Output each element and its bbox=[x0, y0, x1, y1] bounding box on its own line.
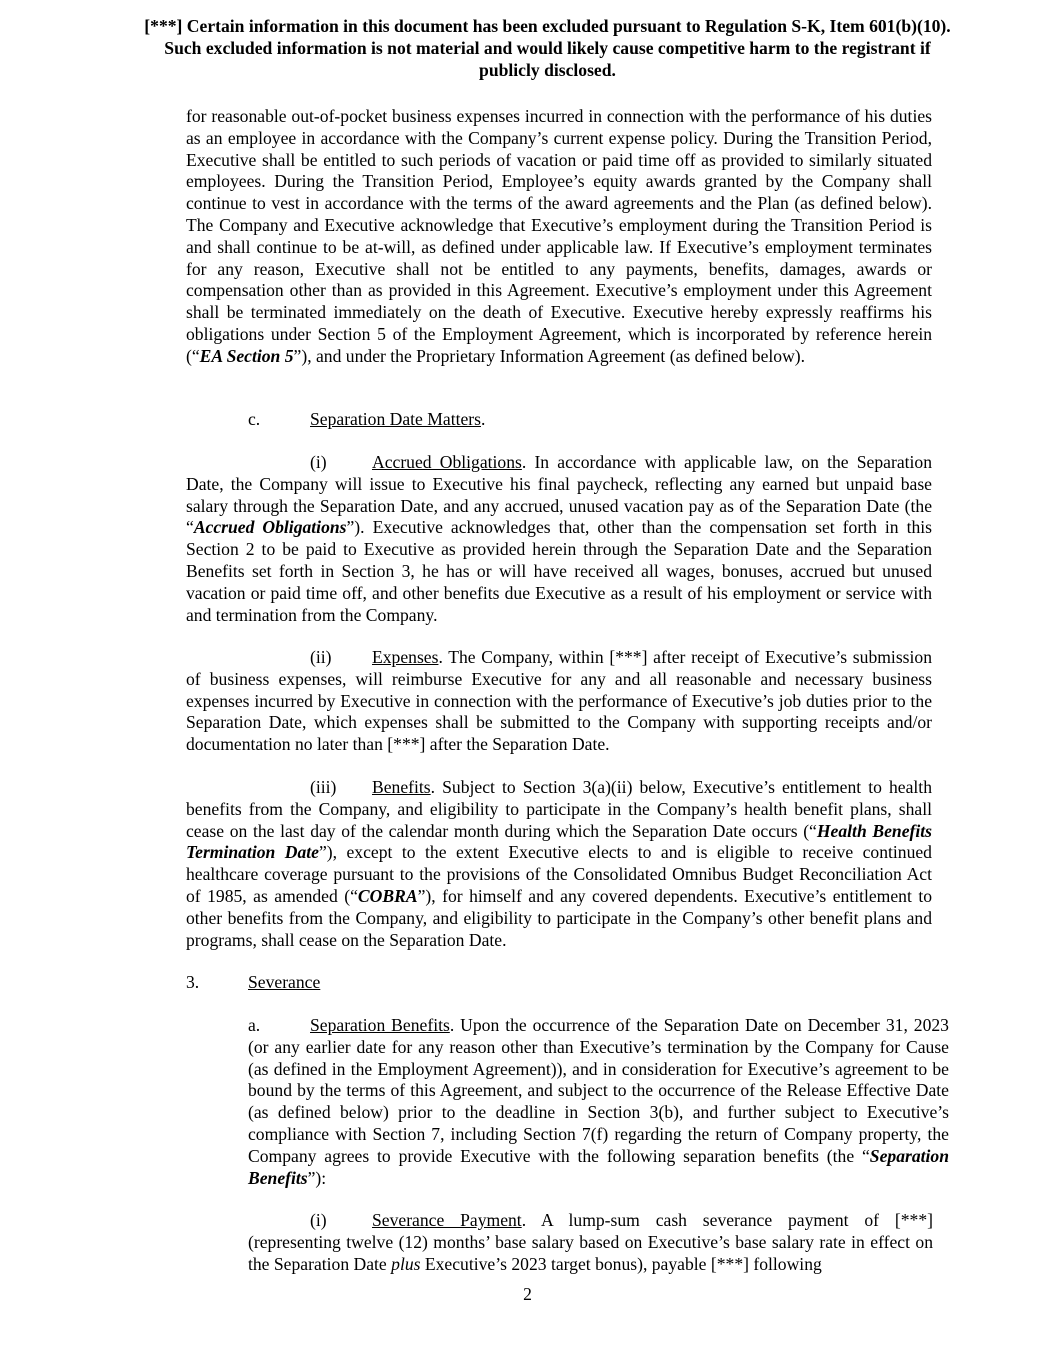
transition-period-paragraph bbox=[186, 106, 932, 368]
severance-payment-title: Severance Payment bbox=[372, 1210, 522, 1230]
severance-payment-marker: (i) bbox=[310, 1210, 327, 1230]
section-c-title: Separation Date Matters bbox=[310, 409, 481, 429]
cobra-term: COBRA bbox=[357, 885, 418, 906]
severance-payment-text-a: . A lump-sum cash severance payment of [***] (representing twelve (12) months’ base salary based on Executive’s base salary rate in effect on the Separation Date bbox=[248, 1210, 933, 1274]
separation-benefits-term: Separation Benefits bbox=[248, 1145, 949, 1188]
benefits-title: Benefits bbox=[372, 777, 431, 797]
page-number: 2 bbox=[523, 1284, 532, 1304]
accrued-marker: (i) bbox=[310, 452, 327, 472]
accrued-text-a: . In accordance with applicable law, on the Separation Date, the Company will issue to Executive his final paycheck, reflecting any earned but unpaid base salary through the Separation Date, and any accrued, unused vacation pay as of the Separation Date (the “ bbox=[186, 452, 932, 538]
benefits-text-b: ”), except to the extent Executive elects to and is eligible to receive continued healthcare coverage pursuant to the provisions of the Consolidated Omnibus Budget Reconciliation Act of 1985, as amended (“ bbox=[186, 842, 932, 906]
benefits-marker: (iii) bbox=[310, 777, 337, 797]
expenses-text: . The Company, within [***] after receipt of Executive’s submission of business expenses, will reimburse Executive for any and all reasonable and necessary business expenses incurred by Executive in connection with the performance of Executive’s job duties prior to the Separation Date, which expenses shall be submitted to the Company with supporting receipts and/or documentation no later than [***] after the Separation Date. bbox=[186, 647, 932, 755]
header-line-1: [***] Certain information in this document has been excluded pursuant to Regulation S-K, Item 601(b)(10). bbox=[144, 16, 951, 36]
section-c-end: . bbox=[481, 409, 486, 429]
section-3-marker: 3. bbox=[186, 972, 200, 992]
separation-benefits-text-a: . Upon the occurrence of the Separation Date on December 31, 2023 (or any earlier date for any reason other than Executive’s termination by the Company for Cause (as defined in the Employment Agreement)), and in consideration for Executive’s agreement to be bound by the terms of this Agreement, and subject to the occurrence of the Release Effective Date (as defined below) prior to the deadline in Section 3(b), and further subject to Executive’s compliance with Section 7, including Section 7(f) regarding the return of Company property, the Company agrees to provide Executive with the following separation benefits (the “ bbox=[248, 1015, 949, 1166]
accrued-title: Accrued Obligations bbox=[372, 452, 522, 472]
redaction-notice-header bbox=[100, 15, 995, 81]
benefits-text-a: . Subject to Section 3(a)(ii) below, Executive’s entitlement to health benefits from the Company, and eligibility to participate in the Company’s health benefit plans, shall cease on the last day of the calendar month during which the Separation Date occurs (“ bbox=[186, 777, 932, 841]
separation-benefits-paragraph bbox=[248, 1015, 949, 1189]
section-c-marker: c. bbox=[248, 409, 261, 429]
separation-benefits-title: Separation Benefits bbox=[310, 1015, 450, 1035]
transition-text-a: for reasonable out-of-pocket business expenses incurred in connection with the performance of his duties as an employee in accordance with the Company’s current expense policy. During the Transition Period, Executive shall be entitled to such periods of vacation or paid time off as provided to similarly situated employees. During the Transition Period, Employee’s equity awards granted by the Company shall continue to vest in accordance with the terms of the award agreements and the Plan (as defined below). The Company and Executive acknowledge that Executive’s employment during the Transition Period is and shall continue to be at-will, as defined under applicable law. If Executive’s employment terminates for any reason, Executive shall not be entitled to any payments, benefits, damages, awards or compensation other than as provided in this Agreement. Executive’s employment under this Agreement shall be terminated immediately on the death of Executive. Executive hereby expressly reaffirms his obligations under Section 5 of the Employment Agreement, which is incorporated by reference herein (“ bbox=[186, 106, 932, 366]
header-line-3: publicly disclosed. bbox=[479, 60, 616, 80]
expenses-marker: (ii) bbox=[310, 647, 332, 667]
header-line-2: Such excluded information is not material and would likely cause competitive harm to the registrant if bbox=[164, 38, 931, 58]
plus-term: plus bbox=[391, 1253, 421, 1274]
section-c-heading bbox=[248, 409, 848, 431]
section-3-title: Severance bbox=[248, 972, 321, 992]
benefits-paragraph bbox=[186, 777, 932, 951]
accrued-text-b: ”). Executive acknowledges that, other than the compensation set forth in this Section 2 to be paid to Executive as provided herein through the Separation Date and the Separation Benefits set forth in Section 3, he has or will have received all wages, bonuses, accrued but unused vacation or paid time off, and other benefits due Executive as a result of his employment or service with and termination from the Company. bbox=[186, 517, 932, 625]
section-3-heading bbox=[186, 972, 786, 994]
expenses-title: Expenses bbox=[372, 647, 439, 667]
transition-text-b: ”), and under the Proprietary Information Agreement (as defined below). bbox=[293, 345, 806, 366]
separation-benefits-text-b: ”): bbox=[307, 1167, 327, 1188]
separation-benefits-marker: a. bbox=[248, 1015, 261, 1035]
severance-payment-text-b: Executive’s 2023 target bonus), payable [***] following bbox=[420, 1253, 822, 1274]
severance-payment-paragraph bbox=[248, 1210, 933, 1275]
accrued-term: Accrued Obligations bbox=[193, 517, 347, 538]
expenses-paragraph bbox=[186, 647, 932, 756]
health-benefits-termination-term: Health Benefits Termination Date bbox=[186, 820, 932, 863]
accrued-obligations-paragraph bbox=[186, 452, 932, 626]
ea-section-5-term: EA Section 5 bbox=[199, 345, 294, 366]
benefits-text-c: ”), for himself and any covered dependents. Executive’s entitlement to other benefits from the Company, and eligibility to participate in the Company’s other benefit plans and programs, shall cease on the Separation Date. bbox=[186, 885, 933, 950]
